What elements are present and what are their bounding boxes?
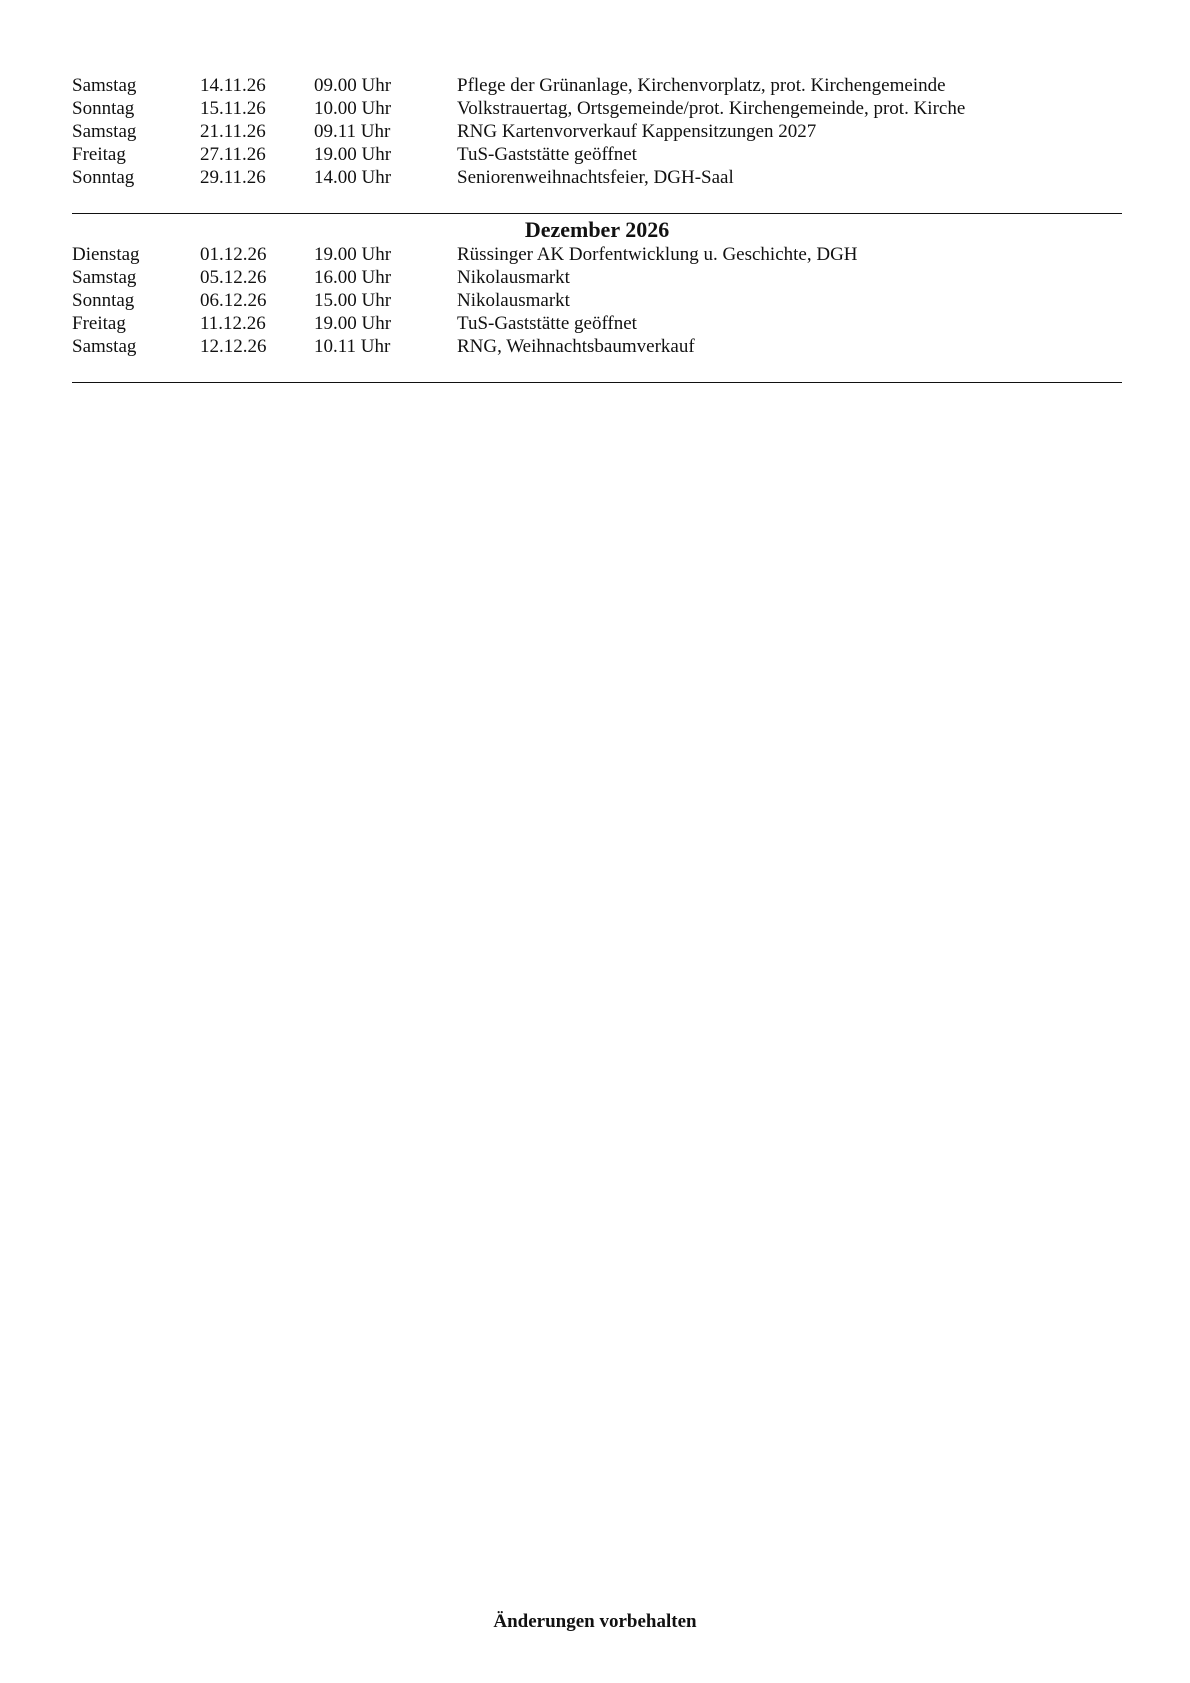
event-description: Nikolausmarkt — [457, 290, 570, 311]
event-description: TuS-Gaststätte geöffnet — [457, 144, 637, 165]
month-heading-december: Dezember 2026 — [524, 217, 670, 242]
event-description: Seniorenweihnachtsfeier, DGH-Saal — [457, 167, 734, 188]
event-description: TuS-Gaststätte geöffnet — [457, 313, 637, 334]
table-row — [72, 266, 1122, 289]
event-date: 12.12.26 — [200, 336, 267, 357]
table-row — [72, 289, 1122, 312]
event-date: 21.11.26 — [200, 121, 266, 142]
table-row — [72, 312, 1122, 335]
divider — [72, 213, 1122, 214]
november-events — [72, 74, 1122, 189]
table-row — [72, 97, 1122, 120]
event-date: 05.12.26 — [200, 267, 267, 288]
event-day: Sonntag — [72, 98, 135, 119]
event-day: Sonntag — [72, 290, 135, 311]
table-row — [72, 166, 1122, 189]
event-date: 15.11.26 — [200, 98, 266, 119]
event-day: Samstag — [72, 267, 137, 288]
event-day: Samstag — [72, 75, 137, 96]
event-date: 29.11.26 — [200, 167, 266, 188]
event-date: 06.12.26 — [200, 290, 267, 311]
event-time: 19.00 Uhr — [314, 144, 392, 165]
event-time: 09.00 Uhr — [314, 75, 392, 96]
event-time: 14.00 Uhr — [314, 167, 392, 188]
event-time: 16.00 Uhr — [314, 267, 392, 288]
table-row — [72, 120, 1122, 143]
table-row — [72, 335, 1122, 358]
footer-note: Änderungen vorbehalten — [493, 1611, 697, 1632]
event-date: 11.12.26 — [200, 313, 266, 334]
table-row — [72, 143, 1122, 166]
divider — [72, 382, 1122, 383]
event-day: Samstag — [72, 121, 137, 142]
table-row — [72, 243, 1122, 266]
event-time: 15.00 Uhr — [314, 290, 392, 311]
event-day: Sonntag — [72, 167, 135, 188]
event-description: RNG Kartenvorverkauf Kappensitzungen 2027 — [457, 121, 817, 142]
december-events — [72, 243, 1122, 358]
event-description: Volkstrauertag, Ortsgemeinde/prot. Kirchengemeinde, prot. Kirche — [457, 98, 966, 119]
event-day: Dienstag — [72, 244, 140, 265]
event-time: 19.00 Uhr — [314, 244, 392, 265]
event-day: Freitag — [72, 144, 126, 165]
event-description: Nikolausmarkt — [457, 267, 570, 288]
event-description: Rüssinger AK Dorfentwicklung u. Geschichte, DGH — [457, 244, 858, 265]
event-time: 10.11 Uhr — [314, 336, 391, 357]
event-time: 10.00 Uhr — [314, 98, 392, 119]
event-description: RNG, Weihnachtsbaumverkauf — [457, 336, 695, 357]
event-time: 09.11 Uhr — [314, 121, 391, 142]
event-day: Freitag — [72, 313, 126, 334]
event-date: 27.11.26 — [200, 144, 266, 165]
table-row — [72, 74, 1122, 97]
event-description: Pflege der Grünanlage, Kirchenvorplatz, prot. Kirchengemeinde — [457, 75, 946, 96]
event-day: Samstag — [72, 336, 137, 357]
event-date: 01.12.26 — [200, 244, 267, 265]
event-date: 14.11.26 — [200, 75, 266, 96]
event-time: 19.00 Uhr — [314, 313, 392, 334]
